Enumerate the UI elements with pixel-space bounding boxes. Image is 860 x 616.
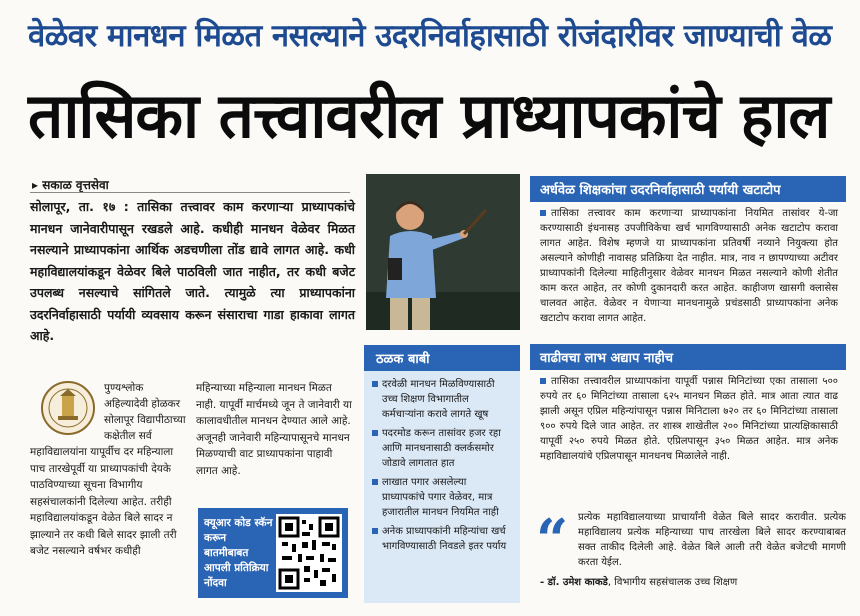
column2-body: महिन्याच्या महिन्याला मानधन मिळत नाही. यापूर्वी मार्चमध्ये जून ते जानेवारी या कालावधीतील मानधन देण्यात आले आहे. अजूनही जानेवारी महिन्यापासूनचे मानधन मिळण्याची वाट प्राध्यापकांना पाहावी लागत आहे. xyxy=(196,382,352,477)
byline-divider xyxy=(30,192,350,193)
qr-feedback-box[interactable] xyxy=(198,508,348,598)
logo-side-text: पुण्यश्लोक अहिल्यादेवी होळकर सोलापूर विद्यापीठाच्या कक्षेतील सर्व xyxy=(104,382,186,442)
side-body-increment: तासिका तत्त्वावरील प्राध्यापकांना यापूर्वी पन्नास मिनिटांच्या एका तासाला ५०० रुपये तर ६० मिनिटांच्या तासाला ६२५ मानधन मिळत होते. मात्र आता त्यात वाढ झाली असून एप्रिल महिन्यांपासून पन्नास मिनिटाला ७२० तर ६० मिनिटांच्या तासाला ९०० रुपये दिले जात आहेत. तर शास्त्र शाखेतील २०० मिनिटांच्या प्रात्यक्षिकासाठी यापूर्वी २५० रुपये मिळत होते. एप्रिलपासून ३५० मिळत आहेत. मात्र अनेक महाविद्यालयांचे एप्रिलपासून मानधनच मिळालेले नाही. xyxy=(530,370,846,490)
teacher-illustration xyxy=(366,174,520,330)
side-heading-part-time: अर्धवेळ शिक्षकांचा उदरनिर्वाहासाठी पर्यायी खटाटोप xyxy=(530,176,846,202)
quote-attribution xyxy=(540,574,846,588)
quote-icon: “ xyxy=(536,507,569,573)
side-body-part-time: तासिका तत्त्वावर काम करणाऱ्या प्राध्यापकांना नियमित तासांवर ये-जा करण्यासाठी इंधनासह उपजीविकेचा खर्च भागविण्यासाठी अनेक खटाटोप करावा लागत आहेत. विशेष म्हणजे या प्राध्यापकांना प्रतिवर्षी नव्याने नियुक्त्या होत असल्याने कोणीही नावासह प्रतिक्रिया देत नाहीत. मात्र, नाव न छापण्याच्या अटीवर प्राध्यापकांनी दिलेल्या माहितीनुसार वेळेवर मानधन मिळत नसल्याने कोणी शेतीत काम करत आहेत, तर कोणी दुकानदारी करत आहेत. काहीजण खासगी क्लासेस चालवत आहेत. वेळेवर न येणाऱ्या मानधनामुळे प्रचंडसाठी प्राध्यापकांना अनेक खटाटोप करावा लागत आहेत. xyxy=(530,202,846,338)
list-item: दरवेळी मानधन मिळविण्यासाठी उच्च शिक्षण विभागातील कर्मचाऱ्यांना करावे लागते खूष xyxy=(372,377,512,422)
headline: तासिका तत्त्वावरील प्राध्यापकांचे हाल xyxy=(28,79,830,152)
side-heading-increment: वाढीवचा लाभ अद्याप नाहीच xyxy=(530,344,846,370)
list-item: पदरमोड करून तासांवर हजर रहा आणि मानधनासाठी क्लर्कसमोर जोडावे लागतात हात xyxy=(372,426,512,471)
university-logo-icon xyxy=(40,380,96,436)
column1-body: महाविद्यालयांना यापूर्वीच दर महिन्याला पाच तारखेपूर्वी या प्राध्यापकांची देयके पाठविण्याच्या सूचना विभागीय सहसंचालकांनी दिलेल्या आहेत. तरीही महाविद्यालयांकडून वेळेत बिले सादर न झाल्याने तर कधी बिले सादर झाली तरी बजेट नसल्याने वर्षभर कधीही xyxy=(30,446,177,557)
list-item: अनेक प्राध्यापकांनी महिन्यांचा खर्च भागविण्यासाठी निवडले इतर पर्याय xyxy=(372,524,512,554)
byline: ▸ सकाळ वृत्तसेवा xyxy=(32,176,109,193)
quote-text: प्रत्येक महाविद्यालयाच्या प्राचार्यांनी वेळेत बिले सादर करावीत. प्रत्येक महाविद्यालय प्रत्येक महिन्याच्या पाच तारखेला बिले सादर करण्याबाबत सक्त ताकीद दिलेली आहे. वेळेत बिले आली तरी वेळेत बजेटची मागणी करता येईल. xyxy=(578,512,846,568)
subheadline: वेळेवर मानधन मिळत नसल्याने उदरनिर्वाहासाठी रोजंदारीवर जाण्याची वेळ xyxy=(28,18,832,54)
qr-prompt-text: क्यूआर कोड स्कॅन करून बातमीबाबत आपली प्रतिक्रिया नोंदवा xyxy=(204,517,273,589)
list-item: लाखात पगार असलेल्या प्राध्यापकांचे पगार वेळेवर, मात्र हजारातील मानधन नियमित नाही xyxy=(372,475,512,520)
lead-paragraph: सोलापूर, ता. १७ : तासिका तत्त्वावर काम करणाऱ्या प्राध्यापकांचे मानधन जानेवारीपासून रखडले आहे. कधीही मानधन वेळेवर मिळत नसल्याने प्राध्यापकांना आर्थिक अडचणीला तोंड द्यावे लागत आहे. कधी महाविद्यालयांकडून वेळेवर बिले पाठविली जात नाहीत, तर कधी बजेट उपलब्ध नसल्याचे सांगितले जाते. त्यामुळे त्या प्राध्यापकांना उदरनिर्वाहासाठी पर्यायी व्यवसाय करून संसाराचा गाडा हाकावा लागत आहे. xyxy=(30,199,355,343)
highlights-list xyxy=(364,371,520,603)
qr-code-icon[interactable] xyxy=(276,514,342,592)
quote-author: - डॉ. उमेश काकडे xyxy=(540,577,608,588)
highlights-heading: ठळक बाबी xyxy=(364,345,520,371)
quote-designation: , विभागीय सहसंचालक उच्च शिक्षण xyxy=(607,577,738,588)
